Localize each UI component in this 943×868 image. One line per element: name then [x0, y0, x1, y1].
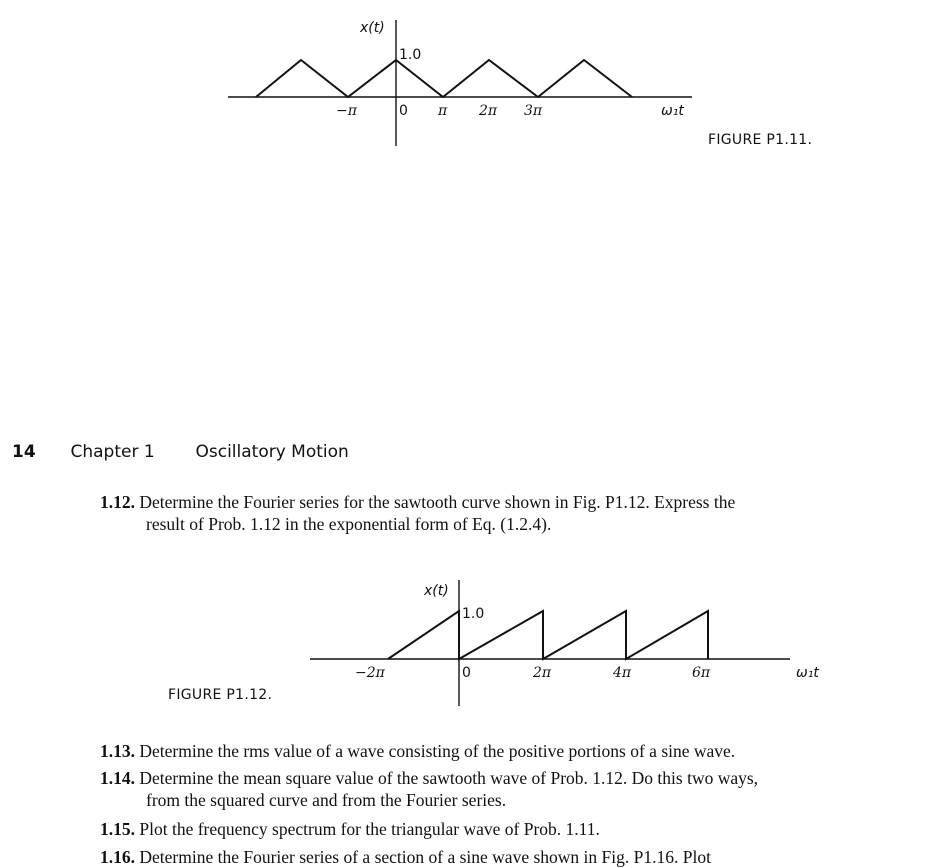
- tick-label: −2π: [355, 665, 385, 681]
- problem-number: 1.16.: [100, 847, 135, 867]
- page-number: 14: [12, 442, 36, 462]
- problem-1-15: [100, 818, 930, 840]
- tick-label: 0: [462, 665, 471, 681]
- tick-label: 2π: [479, 103, 498, 119]
- problem-number: 1.15.: [100, 819, 135, 839]
- problem-text: Determine the mean square value of the sawtooth wave of Prob. 1.12. Do this two ways,: [139, 768, 759, 788]
- figure-caption: FIGURE P1.11.: [708, 132, 813, 148]
- problem-1-13: [100, 740, 930, 762]
- problem-1-12: [100, 491, 920, 535]
- x-axis-label: ω₁t: [796, 665, 819, 681]
- tick-label: 4π: [613, 665, 632, 681]
- running-head: [12, 442, 349, 462]
- problem-text: from the squared curve and from the Fourier series.: [146, 790, 507, 810]
- tick-label: π: [438, 103, 448, 119]
- x-axis-label: ω₁t: [661, 103, 684, 119]
- chapter-label: Chapter 1: [70, 442, 155, 462]
- problem-text: Determine the Fourier series for the sawtooth curve shown in Fig. P1.12. Express the: [139, 492, 736, 512]
- problem-number: 1.12.: [100, 492, 135, 512]
- y-axis-label: x(t): [424, 583, 449, 599]
- tick-label: 0: [399, 103, 408, 119]
- figure-caption: FIGURE P1.12.: [168, 687, 273, 703]
- problem-text: Plot the frequency spectrum for the triangular wave of Prob. 1.11.: [139, 819, 600, 839]
- problem-text: Determine the Fourier series of a section of a sine wave shown in Fig. P1.16. Plot: [139, 847, 711, 867]
- problem-number: 1.13.: [100, 741, 135, 761]
- peak-label: 1.0: [462, 606, 485, 622]
- problem-1-16: [100, 846, 930, 868]
- tick-label: 2π: [533, 665, 552, 681]
- y-axis-label: x(t): [360, 20, 385, 36]
- tick-label: −π: [336, 103, 357, 119]
- chapter-title: Oscillatory Motion: [195, 442, 349, 462]
- problem-text: result of Prob. 1.12 in the exponential form of Eq. (1.2.4).: [146, 514, 552, 534]
- problem-number: 1.14.: [100, 768, 135, 788]
- problem-1-14: [100, 767, 930, 811]
- problem-text: Determine the rms value of a wave consisting of the positive portions of a sine wave.: [139, 741, 736, 761]
- tick-label: 3π: [524, 103, 543, 119]
- peak-label: 1.0: [399, 47, 422, 63]
- tick-label: 6π: [692, 665, 711, 681]
